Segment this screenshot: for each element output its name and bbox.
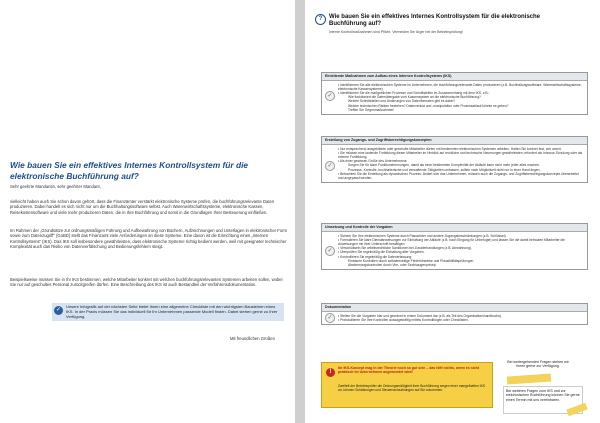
list-item: • Protokollieren Sie Ihre Kontrollen aussagekräftig mittels Kontrollbögen oder Checklisten. — [338, 317, 469, 322]
section-heading: Dokumentation — [322, 304, 587, 312]
warning-icon: ! — [326, 368, 335, 377]
warning-note — [321, 362, 493, 408]
list-item: Treffen Sie Gegenmaßnahmen! — [348, 107, 395, 112]
right-page — [305, 0, 600, 423]
contact-question: Bei weitergehenden Fragen stehen wir Ihnen gerne zur Verfügung. — [507, 360, 569, 369]
page-title: Wie bauen Sie ein effektives Internes Kontrollsystem für die elektronische Buchführung auf? — [10, 160, 249, 181]
paragraph-1: vielleicht haben auch Sie schon davon gehört, dass die Finanzämter verstärkt elektronische Systeme prüfen, die buchführungsrelevante Daten produzieren. Dabei handelt es sich nicht nur um die Buchhaltungssoftware selbst. Auch Warenwirtschaftssysteme, elektronische Kassen, Reisekostensoftware und viele mehr produzieren Daten, die in Ihre Buchführung und somit in die Grundlagen Ihrer Besteuerung einfließen. — [10, 199, 275, 215]
signoff: Mit freundlichen Grüßen — [230, 336, 275, 341]
list-item: • Sichern Sie Ihre elektronischen Systeme durch Passwörter und andere Zugangsbeschränkungen (z.B. Schlüssel). — [338, 233, 507, 238]
info-icon: ? — [315, 14, 326, 25]
note-text: Zweifelt der Betriebsprüfer die Ordnungsmäßigkeit Ihrer Buchführung wegen einer mangelhaften IKS an, können Schätzungen und Steuernachzahlungen auf Sie zukommen. — [338, 384, 485, 393]
list-item: • Stellen Sie die Vorgaben klar und geordnet in einem Dokument dar (z.B. als Teil des Organisationshandbuchs). — [338, 313, 503, 318]
tip-text: Unsere Infografik auf der nächsten Seite bietet Ihnen eine allgemeine Checkliste mit den wichtigsten Bausteinen eines IKS. In der Praxis müssen Sie das individuell für Ihr Unternehmen passende Modell finden. Dabei stehen gerne zu Ihrer Verfügung. — [66, 304, 278, 319]
contact-note: Bei weiteren Fragen zum IKS und zur elektronischen Buchführung können Sie gerne einen Termin mit uns vereinbaren. — [503, 386, 583, 414]
page-spine — [295, 0, 305, 423]
check-icon: ✓ — [325, 91, 335, 101]
imprint-strip — [593, 120, 597, 340]
check-icon: ✓ — [325, 313, 335, 323]
list-item: Welche technischen Risiken bestehen? Datenverlust und -manipulation oder Prozessablauf könnte es geben? — [348, 103, 509, 108]
list-item: Sorgen Sie für klare Funktionstrennungen, damit als einer bestimmten Komplexität der Abläufe kann nicht mehr jeder alles machen. — [348, 163, 540, 168]
list-item: • Formulieren Sie klare Dienstanweisungen zur Einhaltung der Abläufe (z.B. nach Eingang für Unbefugte) und lassen Sie die damit betrauten Mitarbeiter die Anweisungen mit ihrer Unterschrift bestätigen. — [338, 237, 565, 247]
check-icon: ✓ — [325, 161, 335, 171]
left-page — [0, 0, 295, 423]
list-item: • Kontrollieren Sie regelmäßig die Datenerfassung: — [338, 254, 413, 259]
paragraph-2: Im Rahmen der „Grundsätze zur ordnungsmäßigen Führung und Aufbewahrung von Büchern, Aufzeichnungen und Unterlagen in elektronischer Form sowie zum Datenzugriff“ (GoBD) stellt das Finanzamt viele Anforderungen an diese Systeme. Eine davon ist die Einrichtung eines „Internen Kontrollsystems“ (IKS). Das IKS soll insbesondere gewährleisten, dass elektronische Systeme richtig bedient werden, weil mit geeigneter technischer Komplexität auch das Risiko von Datenverfälschung und Bedienungsfehlern steigt. — [10, 228, 288, 249]
check-icon: ✓ — [325, 246, 335, 256]
tape-decoration — [507, 373, 551, 384]
section-heading: Einleitende Maßnahmen zum Aufbau eines Internen Kontrollsystems (IKS) — [322, 73, 587, 81]
list-item: Einbauen Kontrollen durch softwareseitige Fehlerhinweise und Plausibilitätsprüfungen. — [348, 258, 475, 263]
list-item: • Identifizieren Sie die maßgeblichen Prozesse und Schnittstellen im Zusammenhang mit dem IKS, z.B.: — [338, 91, 490, 96]
section-access-concepts — [321, 136, 588, 183]
note-heading: Ihr IKS-Konzept mag in der Theorie noch so gut sein – das hilft nichts, wenn es nicht praktisch im Unternehmen angewendet wird! — [338, 366, 479, 375]
list-item: Wie funktioniert die Datenübergabe vom Kassensystem an die elektronische Buchführung? — [348, 95, 481, 100]
section-introduction — [321, 72, 588, 115]
check-icon: ✓ — [55, 307, 62, 313]
section-implementation — [321, 223, 588, 270]
greeting: Sehr geehrte Mandantin, sehr geehrter Mandant, — [10, 184, 101, 189]
section-documentation — [321, 303, 588, 325]
list-item: • Als einer gewissen Größe des Unternehmens: — [338, 159, 408, 164]
list-item: • Identifizieren Sie alle elektronischen Systeme im Unternehmen, die buchführungsrelevante Daten produzieren (z.B. Buchhaltungssoftware, Warenwirtschaftssysteme, elektronische Kassensysteme). — [338, 82, 582, 91]
list-item: • Nur entsprechend ausgebildete oder geschulte Mitarbeiter dürfen mit bestimmten elektronischen Systemen arbeiten. Halten Sie konkret fest, wer womit. — [338, 146, 562, 151]
list-item: • Betrachten Sie die Erstellung als dynamischen Prozess: Ändert sich das Unternehmen, müssen auch die Zugangs- und Zugriffsberechtigungskonzepte überarbeitet und angepasst werden. — [338, 171, 579, 180]
section-heading: Umsetzung und Kontrolle der Vorgaben — [322, 224, 587, 232]
list-item: Welche Schnittstellen und Änderungen von Datenformaten gibt es dabei? — [348, 99, 456, 104]
infographic-title: Wie bauen Sie ein effektives Internes Kontrollsystem für die elektronische Buchführung auf? — [329, 14, 541, 28]
list-item: Abstimmungskontrollen durch Vier- oder Sechsaugenprinzip. — [348, 262, 437, 267]
paragraph-3: Beispielsweise müssen Sie in Ihr IKS bestimmen, welche Mitarbeiter konkret mit welchen buchführungsrelevanten Systemen arbeiten sollen, wobei Sie nur auf geschultes Personal zurückgreifen dürfen. Eine Beschreibung des IKS ist auch Bestandteil der Verfahrensdokumentation. — [10, 277, 283, 288]
list-item: • Verschlüsseln Sie arbeitsrechtliche Sanktionen bei Zuwiderhandlungen (z.B. Abmahnung). — [338, 246, 472, 251]
list-item: • Sie müssen eine laufende Fortbildung dieser Mitarbeiter im Hinblick auf rechtliche und technische Neuerungen gewährleisten; erfordert als Inhouse-Schulung oder als externe Fortbildung. — [338, 150, 583, 160]
list-item: • Überprüfen Sie regelmäßig die Einhaltung aller Vorgaben. — [338, 250, 425, 255]
infographic-subtitle: Interne Kontrollmaßnahmen sind Pflicht. Vermeiden Sie Ärger bei der Betriebsprüfung! — [329, 30, 463, 34]
list-item: Prozesse, Kontrolle, buchhalterische und verwaltende Tätigkeiten umfassen, sollten nach Möglichkeit nicht nur in einer Hand liegen. — [348, 167, 541, 172]
section-heading: Erstellung von Zugangs- und Zugriffsberechtigungskonzepten — [322, 137, 587, 145]
tip-box — [52, 303, 284, 321]
